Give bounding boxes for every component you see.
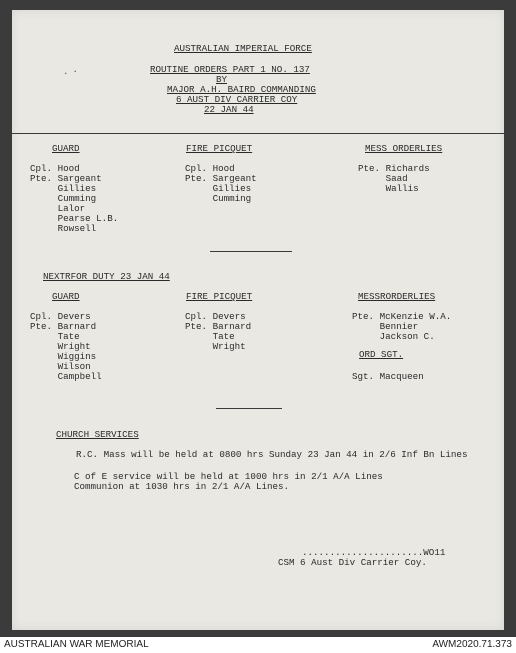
mess-orderlies-heading: MESS ORDERLIES [365,143,443,154]
list-item: Wiggins [30,351,97,362]
list-item: Cpl. Devers [30,311,91,322]
header-divider [12,133,504,134]
list-item: Tate [185,331,235,342]
list-item: Cumming [185,193,252,204]
fire-picquet-list [185,164,257,204]
next-mess-orderlies-list [352,312,451,342]
list-item: Cpl. Hood [185,163,235,174]
list-item: Rowsell [30,223,97,234]
list-item: Pte. McKenzie W.A. [352,311,452,322]
signatory-title: CSM 6 Aust Div Carrier Coy. [278,557,427,568]
section-divider [216,408,282,409]
guard-heading: GUARD [52,143,80,154]
list-item: Pte. Sargeant [185,173,257,184]
rc-mass-notice: R.C. Mass will be held at 0800 hrs Sunday 23 Jan 44 in 2/6 Inf Bn Lines [76,449,468,460]
list-item: Tate [30,331,80,342]
guard-list [30,164,118,234]
unit-name: 6 AUST DIV CARRIER COY [176,94,298,105]
mess-orderlies-list [358,164,430,194]
section-divider [210,251,292,252]
list-item: Wilson [30,361,91,372]
list-item: Cpl. Hood [30,163,80,174]
list-item: Saad [358,173,408,184]
document-page [12,10,504,630]
list-item: Jackson C. [352,331,435,342]
stray-mark: ⸼ . [65,65,78,75]
list-item: Wallis [358,183,419,194]
signature-line: ......................WO11 [302,547,446,558]
org-heading: AUSTRALIAN IMPERIAL FORCE [174,43,312,54]
list-item: Cumming [30,193,97,204]
next-duty-heading: NEXTRFOR DUTY 23 JAN 44 [43,271,170,282]
list-item: Pearse L.B. [30,213,119,224]
next-fire-picquet-list [185,312,251,352]
list-item: Gillies [185,183,252,194]
list-item: Bennier [352,321,419,332]
church-services-heading: CHURCH SERVICES [56,429,139,440]
list-item: Pte. Barnard [185,321,252,332]
communion-notice: Communion at 1030 hrs in 2/1 A/A Lines. [74,481,290,492]
list-item: Wright [185,341,246,352]
list-item: Lalor [30,203,86,214]
list-item: Wright [30,341,91,352]
fire-picquet-heading: FIRE PICQUET [186,143,253,154]
list-item: Pte. Barnard [30,321,97,332]
next-mess-orderlies-heading: MESSRORDERLIES [358,291,436,302]
next-guard-list [30,312,102,382]
orders-by: BY [216,74,228,85]
list-item: Pte. Richards [358,163,430,174]
ord-sgt-name: Sgt. Macqueen [352,371,424,382]
list-item: Cpl. Devers [185,311,246,322]
archive-caption [0,637,516,653]
commanding-officer: MAJOR A.H. BAIRD COMMANDING [167,84,316,95]
list-item: Pte. Sargeant [30,173,102,184]
archive-name: AUSTRALIAN WAR MEMORIAL [4,639,149,650]
next-fire-picquet-heading: FIRE PICQUET [186,291,253,302]
list-item: Gillies [30,183,97,194]
list-item: Campbell [30,371,102,382]
next-guard-heading: GUARD [52,291,80,302]
archive-reference: AWM2020.71.373 [432,639,512,650]
orders-title: ROUTINE ORDERS PART 1 NO. 137 [150,64,310,75]
ce-service-notice: C of E service will be held at 1000 hrs in 2/1 A/A Lines [74,471,383,482]
orders-date: 22 JAN 44 [204,104,254,115]
ord-sgt-heading: ORD SGT. [359,349,404,360]
